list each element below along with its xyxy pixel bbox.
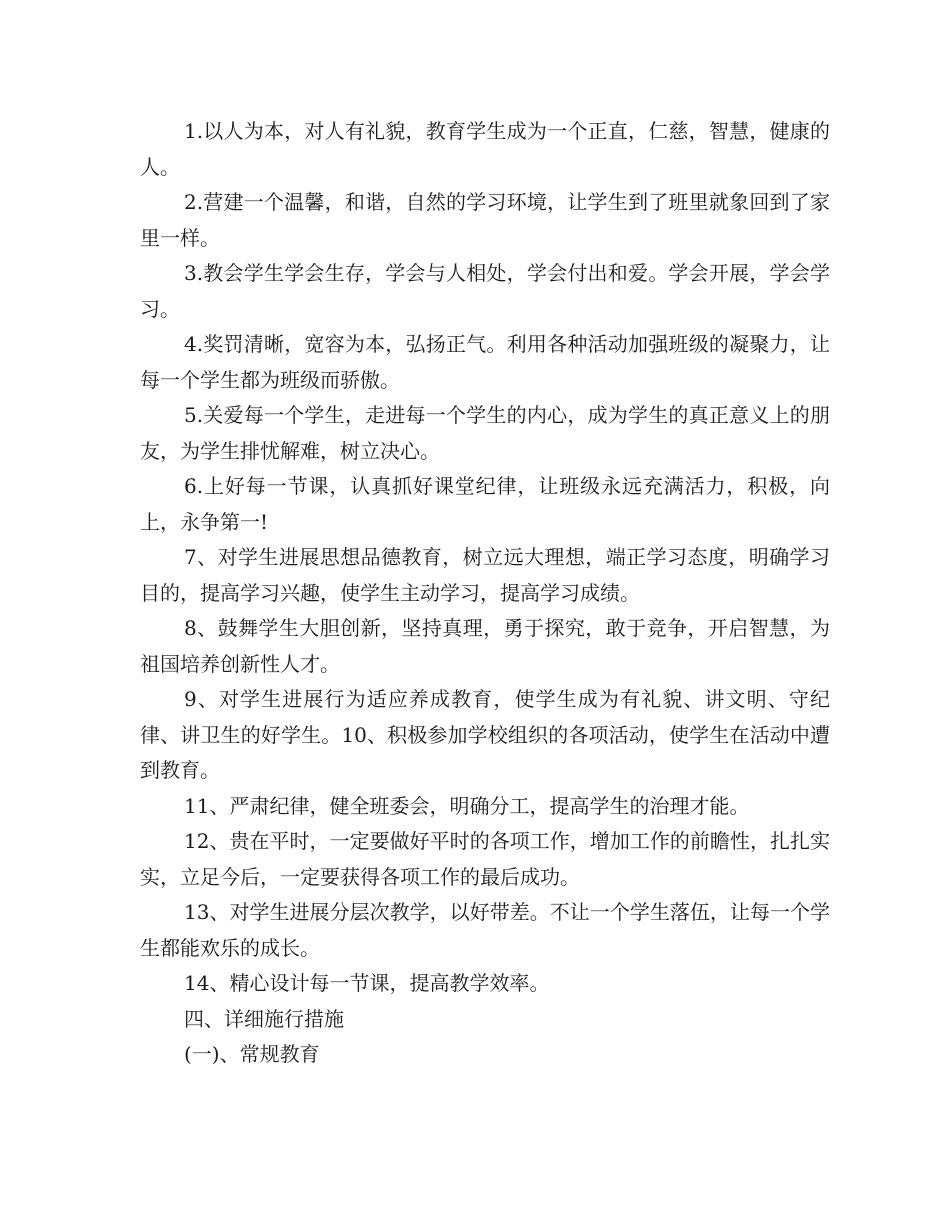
- paragraph-12: 12、贵在平时，一定要做好平时的各项工作，增加工作的前瞻性，扎扎实实，立足今后，一定要获得各项工作的最后成功。: [140, 829, 830, 889]
- paragraph-7: 7、对学生进展思想品德教育，树立远大理想，端正学习态度，明确学习目的，提高学习兴趣，使学生主动学习，提高学习成绩。: [140, 545, 830, 605]
- subsection-heading: (一)、常规教育: [184, 1042, 320, 1066]
- document-body: [140, 114, 830, 1073]
- paragraph-14: 14、精心设计每一节课，提高教学效率。: [184, 971, 550, 995]
- paragraph-8: 8、鼓舞学生大胆创新，坚持真理，勇于探究，敢于竞争，开启智慧，为祖国培养创新性人才。: [140, 616, 830, 676]
- paragraph-3: 3.教会学生学会生存，学会与人相处，学会付出和爱。学会开展，学会学习。: [140, 261, 830, 321]
- paragraph-2: 2.营建一个温馨，和谐，自然的学习环境，让学生到了班里就象回到了家里一样。: [140, 190, 830, 250]
- paragraph-5: 5.关爱每一个学生，走进每一个学生的内心，成为学生的真正意义上的朋友，为学生排忧解难，树立决心。: [140, 403, 830, 463]
- section-heading: 四、详细施行措施: [184, 1006, 344, 1031]
- paragraph-1: 1.以人为本，对人有礼貌，教育学生成为一个正直，仁慈，智慧，健康的人。: [140, 119, 830, 179]
- paragraph-11: 11、严肃纪律，健全班委会，明确分工，提高学生的治理才能。: [184, 793, 750, 818]
- paragraph-6: 6.上好每一节课，认真抓好课堂纪律，让班级永远充满活力，积极，向上，永争第一!: [140, 474, 830, 534]
- paragraph-13: 13、对学生进展分层次教学，以好带差。不让一个学生落伍，让每一个学生都能欢乐的成长。: [140, 900, 830, 960]
- paragraph-4: 4.奖罚清晰，宽容为本，弘扬正气。利用各种活动加强班级的凝聚力，让每一个学生都为班级而骄傲。: [140, 332, 830, 392]
- paragraph-9: 9、对学生进展行为适应养成教育，使学生成为有礼貌、讲文明、守纪律、讲卫生的好学生。10、积极参加学校组织的各项活动，使学生在活动中遭到教育。: [140, 687, 830, 782]
